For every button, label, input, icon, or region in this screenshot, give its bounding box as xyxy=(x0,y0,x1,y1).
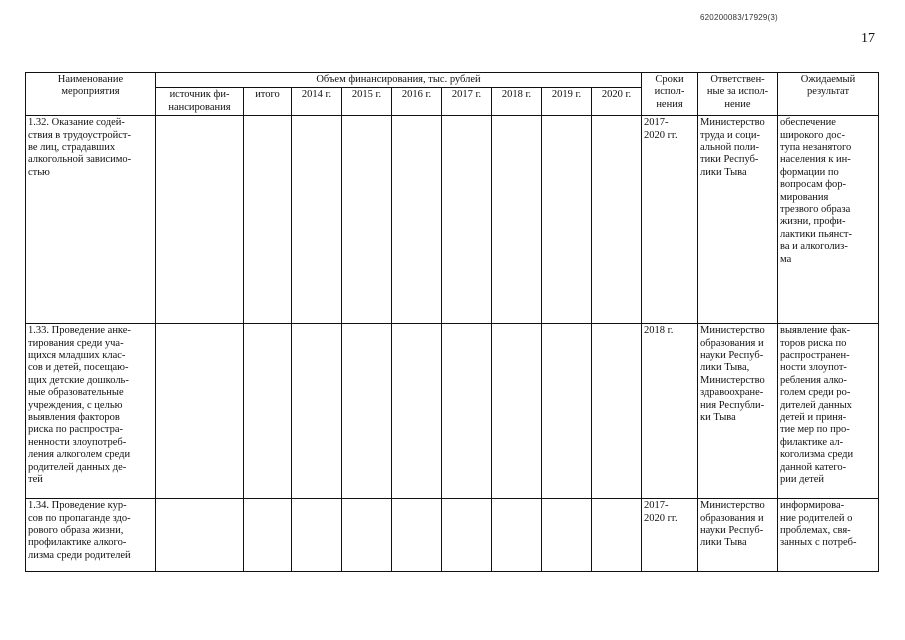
empty-cell xyxy=(442,324,492,499)
measure-result: информирова- ние родителей о проблемах, свя- занных с потреб- xyxy=(778,499,879,572)
header-source: источник фи- нансирования xyxy=(156,88,244,116)
header-financing: Объем финансирования, тыс. рублей xyxy=(156,73,642,88)
empty-cell xyxy=(342,116,392,324)
empty-cell xyxy=(492,116,542,324)
table-row xyxy=(26,116,879,324)
empty-cell xyxy=(392,499,442,572)
empty-cell xyxy=(592,499,642,572)
measure-responsible: Министерство образования и науки Респуб- лики Тыва, Министерство здравоохране- ния Республи- ки Тыва xyxy=(698,324,778,499)
measure-name: 1.34. Проведение кур- сов по пропаганде здо- рового образа жизни, профилактике алкого- лизма среди родителей xyxy=(26,499,156,572)
empty-cell xyxy=(156,324,244,499)
measure-name: 1.32. Оказание содей- ствия в трудоустройст- ве лиц, страдавших алкогольной зависимо- стью xyxy=(26,116,156,324)
empty-cell xyxy=(244,324,292,499)
empty-cell xyxy=(292,116,342,324)
header-year: 2018 г. xyxy=(492,88,542,116)
header-year: 2020 г. xyxy=(592,88,642,116)
empty-cell xyxy=(156,499,244,572)
empty-cell xyxy=(292,499,342,572)
empty-cell xyxy=(392,324,442,499)
header-year: 2015 г. xyxy=(342,88,392,116)
empty-cell xyxy=(244,116,292,324)
empty-cell xyxy=(592,324,642,499)
header-result: Ожидаемый результат xyxy=(778,73,879,116)
header-year: 2014 г. xyxy=(292,88,342,116)
header-year: 2019 г. xyxy=(542,88,592,116)
document-code: 620200083/17929(3) xyxy=(700,13,778,22)
measures-table xyxy=(25,72,879,572)
measure-responsible: Министерство образования и науки Респуб- лики Тыва xyxy=(698,499,778,572)
measure-responsible: Министерство труда и соци- альной поли- тики Респуб- лики Тыва xyxy=(698,116,778,324)
empty-cell xyxy=(492,324,542,499)
measure-terms: 2017- 2020 гг. xyxy=(642,499,698,572)
empty-cell xyxy=(542,499,592,572)
empty-cell xyxy=(156,116,244,324)
empty-cell xyxy=(542,116,592,324)
header-responsible: Ответствен- ные за испол- нение xyxy=(698,73,778,116)
empty-cell xyxy=(442,116,492,324)
header-year: 2017 г. xyxy=(442,88,492,116)
empty-cell xyxy=(392,116,442,324)
empty-cell xyxy=(542,324,592,499)
table-row xyxy=(26,499,879,572)
empty-cell xyxy=(342,324,392,499)
header-row-1 xyxy=(26,73,879,88)
header-terms: Сроки испол- нения xyxy=(642,73,698,116)
measure-name: 1.33. Проведение анке- тирования среди уча- щихся младших клас- сов и детей, посещаю- щих детские дошколь- ные образовательные учреждения, с целью выявления факторов риска по распростра- ненности злоупотреб- ления алкоголем среди родителей данных де- тей xyxy=(26,324,156,499)
table-row xyxy=(26,324,879,499)
empty-cell xyxy=(592,116,642,324)
empty-cell xyxy=(492,499,542,572)
empty-cell xyxy=(442,499,492,572)
measure-terms: 2018 г. xyxy=(642,324,698,499)
measure-result: выявление фак- торов риска по распространен- ности злоупот- ребления алко- голем среди ро- дителей данных детей и приня- тие мер по про- филактике ал- коголизма среди данной катего- рии детей xyxy=(778,324,879,499)
header-year: 2016 г. xyxy=(392,88,442,116)
empty-cell xyxy=(292,324,342,499)
empty-cell xyxy=(244,499,292,572)
header-total: итого xyxy=(244,88,292,116)
empty-cell xyxy=(342,499,392,572)
measure-result: обеспечение широкого дос- тупа незанятого населения к ин- формации по вопросам фор- мирования трезвого образа жизни, профи- лактики пьянст- ва и алкоголиз- ма xyxy=(778,116,879,324)
page-number: 17 xyxy=(861,31,875,46)
header-name: Наименование мероприятия xyxy=(26,73,156,116)
measure-terms: 2017- 2020 гг. xyxy=(642,116,698,324)
